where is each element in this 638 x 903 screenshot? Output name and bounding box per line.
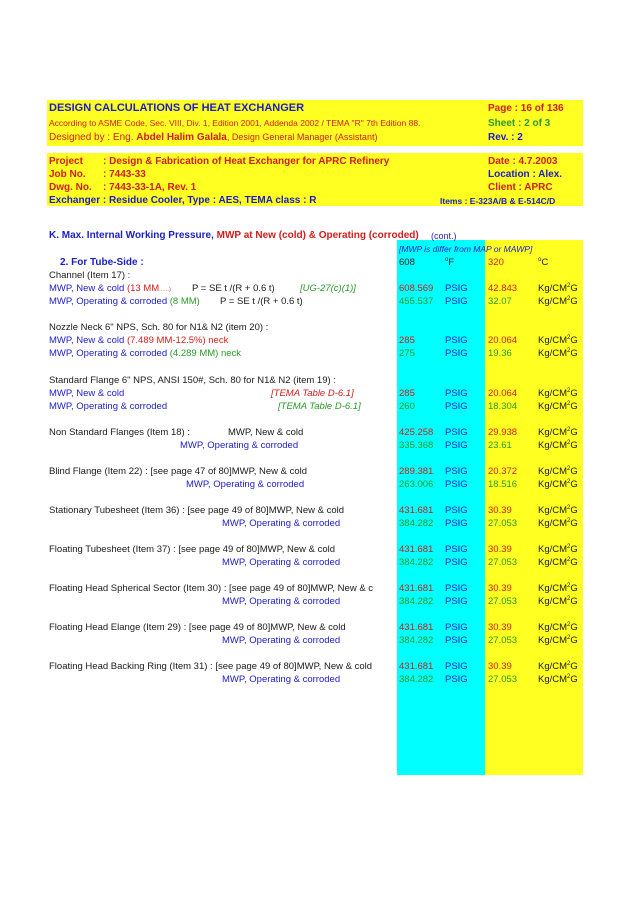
row-op-label: MWP, Operating & corroded (222, 596, 341, 607)
kg-unit-sup: 2 (567, 556, 571, 563)
kg-unit-sup: 2 (567, 543, 571, 550)
std-flange-ref-1: [TEMA Table D-6.1] (271, 388, 354, 399)
channel-label: Channel (Item 17) : (49, 270, 131, 281)
kg-unit-g: G (570, 635, 578, 646)
row-new-kg: 30.39 (488, 505, 512, 516)
kg-unit-a: Kg/CM (538, 401, 568, 412)
psig-unit: PSIG (445, 518, 468, 529)
row-new-kg: 30.39 (488, 583, 512, 594)
kg-unit-g: G (570, 348, 578, 359)
kg-unit (538, 427, 578, 438)
row-new-psig: 431.681 (399, 544, 434, 555)
psig-unit: PSIG (445, 296, 468, 307)
row-op-label: MWP, Operating & corroded (222, 635, 341, 646)
std-flange-new: MWP, New & cold (49, 388, 125, 399)
row-op-label: MWP, Operating & corroded (180, 440, 299, 451)
kg-unit-sup: 2 (567, 334, 571, 341)
kg-unit-a: Kg/CM (538, 674, 568, 685)
kg-unit (538, 348, 578, 359)
date: Date : 4.7.2003 (488, 156, 558, 167)
row-op-label: MWP, Operating & corroded (222, 674, 341, 685)
kg-unit-a: Kg/CM (538, 479, 568, 490)
channel-op-kg: 32.07 (488, 296, 512, 307)
kg-unit-a: Kg/CM (538, 440, 568, 451)
kg-unit (538, 296, 578, 307)
kg-unit (538, 479, 578, 490)
client: Client : APRC (488, 182, 553, 193)
kg-unit (538, 674, 578, 685)
psig-unit: PSIG (445, 388, 468, 399)
header-unit-f: $^o$F (445, 256, 455, 268)
kg-unit (538, 440, 578, 451)
kg-unit-g: G (570, 661, 578, 672)
header-temp-f (399, 257, 415, 268)
mwp-note: [MWP is differ from MAP or MAWP] (399, 244, 533, 254)
kg-unit-sup: 2 (567, 660, 571, 667)
row-label (49, 544, 335, 555)
row-new-kg: 30.39 (488, 622, 512, 633)
psig-unit: PSIG (445, 635, 468, 646)
designed-prefix: Designed by : Eng. (49, 132, 137, 143)
designed-by (49, 132, 377, 143)
kg-unit-sup: 2 (567, 439, 571, 446)
code-reference: According to ASME Code, Sec. VIII, Div. 1, Edition 2001, Addenda 2002 / TEMA "R" 7th Edition 88. (49, 118, 421, 128)
channel-new-kg: 42.843 (488, 283, 518, 294)
psig-unit: PSIG (445, 401, 468, 412)
row-new-psig: 431.681 (399, 661, 434, 672)
kg-unit-sup: 2 (567, 387, 571, 394)
row-new-label: MWP, New & cold (270, 622, 346, 633)
dwg-value: : 7443-33-1A, Rev. 1 (103, 182, 197, 193)
kg-unit (538, 505, 578, 516)
row-op-kg: 27.053 (488, 674, 518, 685)
row-new-label: MWP, New & cold (268, 505, 345, 516)
kg-unit-a: Kg/CM (538, 466, 568, 477)
kg-unit-a: Kg/CM (538, 427, 568, 438)
psig-unit: PSIG (445, 479, 468, 490)
row-label (49, 466, 307, 477)
kg-unit-g: G (570, 596, 578, 607)
nozzle-new-b: (7.489 MM-12.5%) neck (126, 335, 229, 346)
std-flange-op-kg: 18.304 (488, 401, 518, 412)
kg-unit-sup: 2 (567, 478, 571, 485)
kg-unit (538, 388, 578, 399)
row-new-kg: 30.39 (488, 544, 512, 555)
sheet-number: Sheet : 2 of 3 (488, 118, 551, 129)
row-op-kg: 27.053 (488, 635, 518, 646)
channel-op-label (49, 296, 200, 307)
kg-unit (538, 583, 578, 594)
row-label-text: Floating Tubesheet (Item 37) : [see page 49 of 80] (49, 544, 260, 555)
kg-unit-g: G (570, 335, 578, 346)
kg-unit-a: Kg/CM (538, 335, 568, 346)
kg-unit (538, 335, 578, 346)
row-new-psig: 431.681 (399, 622, 434, 633)
kg-unit-g: G (570, 401, 578, 412)
std-flange-new-kg: 20.064 (488, 388, 518, 399)
subtitle-tube-side: 2. For Tube-Side : (60, 257, 144, 268)
kg-unit (538, 596, 578, 607)
dwg-label: Dwg. No. (49, 182, 92, 193)
nozzle-op-kg: 19.36 (488, 348, 512, 359)
kg-unit-g: G (570, 518, 578, 529)
psig-unit: PSIG (445, 466, 468, 477)
row-op-psig: 384.282 (399, 635, 434, 646)
kg-unit-a: Kg/CM (538, 583, 568, 594)
project-label: Project (49, 156, 83, 167)
row-label-text: Stationary Tubesheet (Item 36) : [see page 49 of 80] (49, 505, 269, 516)
row-new-label: MWP, New & cold (231, 466, 308, 477)
kg-unit-g: G (570, 283, 578, 294)
kg-unit-a: Kg/CM (538, 557, 568, 568)
row-op-kg: 23.61 (488, 440, 512, 451)
psig-unit: PSIG (445, 557, 468, 568)
nozzle-new-psig: 285 (399, 335, 415, 346)
row-new-label: MWP, New & cold (259, 544, 336, 555)
kg-unit (538, 635, 578, 646)
row-new-psig: 289.381 (399, 466, 434, 477)
location: Location : Alex. (488, 169, 563, 180)
channel-formula-2: P = SE t /(R + 0.6 t) (220, 296, 303, 307)
channel-new-a: MWP, New & cold (49, 283, 127, 294)
channel-new-label (49, 283, 171, 294)
std-flange-new-psig: 285 (399, 388, 415, 399)
kg-unit-sup: 2 (567, 465, 571, 472)
std-flange-op-psig: 260 (399, 401, 415, 412)
row-op-psig: 263.006 (399, 479, 434, 490)
kg-unit-g: G (570, 544, 578, 555)
psig-unit: PSIG (445, 283, 468, 294)
kg-unit-a: Kg/CM (538, 348, 568, 359)
row-new-label: MWP, New & cold (296, 661, 373, 672)
cont-label: (cont.) (431, 231, 457, 241)
row-new-label: MWP, New & cold (228, 427, 304, 438)
row-op-kg: 27.053 (488, 557, 518, 568)
row-op-psig: 384.282 (399, 557, 434, 568)
kg-unit (538, 401, 578, 412)
job-label: Job No. (49, 169, 86, 180)
kg-unit-sup: 2 (567, 400, 571, 407)
std-flange-label: Standard Flange 6" NPS, ANSI 150#, Sch. 80 for N1& N2 (item 19) : (49, 375, 336, 386)
row-new-kg: 20.372 (488, 466, 518, 477)
row-op-psig: 384.282 (399, 596, 434, 607)
kg-unit-g: G (570, 466, 578, 477)
psig-unit: PSIG (445, 674, 468, 685)
nozzle-new-a: MWP, New & cold (49, 335, 127, 346)
row-op-psig: 384.282 (399, 518, 434, 529)
nozzle-label: Nozzle Neck 6" NPS, Sch. 80 for N1& N2 (item 20) : (49, 322, 269, 333)
kg-unit-a: Kg/CM (538, 505, 568, 516)
kg-unit-g: G (570, 296, 578, 307)
kg-unit-a: Kg/CM (538, 544, 568, 555)
kg-unit (538, 466, 578, 477)
nozzle-op-label (49, 348, 241, 359)
row-label (49, 583, 397, 594)
kg-unit-a: Kg/CM (538, 518, 568, 529)
kg-unit (538, 283, 578, 294)
row-new-label: MWP, New & c (310, 583, 374, 594)
kg-unit-a: Kg/CM (538, 661, 568, 672)
kg-unit-sup: 2 (567, 295, 571, 302)
psig-unit: PSIG (445, 544, 468, 555)
row-label-text: Floating Head Spherical Sector (Item 30) : [see page 49 of 80] (49, 583, 311, 594)
kg-unit-sup: 2 (567, 504, 571, 511)
row-new-psig: 425.258 (399, 427, 434, 438)
header-unit-c: $^o$C (538, 256, 549, 268)
revision: Rev. : 2 (488, 132, 523, 143)
nozzle-op-psig: 275 (399, 348, 415, 359)
kg-unit-a: Kg/CM (538, 635, 568, 646)
row-label-text: Floating Head Elange (Item 29) : [see page 49 of 80] (49, 622, 271, 633)
section-title (49, 230, 419, 241)
kg-unit-sup: 2 (567, 595, 571, 602)
designer-role: , Design General Manager (Assistant) (226, 132, 378, 142)
psig-unit: PSIG (445, 505, 468, 516)
kg-unit (538, 557, 578, 568)
page-number: Page : 16 of 136 (488, 103, 564, 114)
designer-name: Abdel Halim Galala (136, 132, 227, 143)
row-new-psig: 431.681 (399, 505, 434, 516)
unit-c: C (541, 257, 549, 268)
channel-formula: P = SE t /(R + 0.6 t) (192, 283, 275, 294)
exchanger: Exchanger : Residue Cooler, Type : AES, TEMA class : R (49, 195, 317, 206)
channel-new-c: ……) (159, 287, 171, 293)
psig-unit: PSIG (445, 622, 468, 633)
channel-op-psig: 455.537 (399, 296, 434, 307)
psig-unit: PSIG (445, 440, 468, 451)
psig-unit: PSIG (445, 661, 468, 672)
std-flange-op: MWP, Operating & corroded (49, 401, 168, 412)
row-op-psig: 335.368 (399, 440, 434, 451)
kg-unit-g: G (570, 388, 578, 399)
kg-unit-sup: 2 (567, 347, 571, 354)
kg-unit-g: G (570, 557, 578, 568)
kg-unit-sup: 2 (567, 282, 571, 289)
kg-unit-sup: 2 (567, 426, 571, 433)
kg-unit (538, 661, 578, 672)
row-op-kg: 27.053 (488, 518, 518, 529)
section-title-a: K. Max. Internal Working Pressure, (49, 230, 217, 241)
row-label (49, 505, 344, 516)
kg-unit-g: G (570, 583, 578, 594)
kg-unit (538, 518, 578, 529)
unit-f: F (448, 257, 455, 268)
kg-unit-sup: 2 (567, 673, 571, 680)
row-op-psig: 384.282 (399, 674, 434, 685)
kg-unit-a: Kg/CM (538, 622, 568, 633)
row-op-kg: 27.053 (488, 596, 518, 607)
job-value: : 7443-33 (103, 169, 146, 180)
kg-unit-g: G (570, 622, 578, 633)
psig-unit: PSIG (445, 583, 468, 594)
psig-unit: PSIG (445, 427, 468, 438)
kg-unit-sup: 2 (567, 634, 571, 641)
nozzle-op-a: MWP, Operating & corroded (49, 348, 170, 359)
row-op-label: MWP, Operating & corroded (222, 557, 341, 568)
row-op-kg: 18.516 (488, 479, 518, 490)
header-temp-c: 320 (488, 257, 504, 268)
psig-unit: PSIG (445, 596, 468, 607)
row-new-kg: 30.39 (488, 661, 512, 672)
kg-unit-sup: 2 (567, 621, 571, 628)
channel-new-b: (13 MM (126, 283, 160, 294)
channel-ref: [UG-27(c)(1)] (300, 283, 356, 294)
row-op-label: MWP, Operating & corroded (186, 479, 305, 490)
nozzle-op-b: (4.289 MM) neck (169, 348, 242, 359)
nozzle-new-label (49, 335, 228, 346)
project-value: : Design & Fabrication of Heat Exchanger for APRC Refinery (103, 156, 390, 167)
kg-unit (538, 544, 578, 555)
row-label (49, 622, 346, 633)
kg-unit-a: Kg/CM (538, 283, 568, 294)
channel-new-psig: 608.569 (399, 283, 434, 294)
kg-unit-a: Kg/CM (538, 596, 568, 607)
row-label-text: Blind Flange (Item 22) : [see page 47 of 80] (49, 466, 232, 477)
kg-unit-sup: 2 (567, 517, 571, 524)
channel-op-b: (8 MM) (169, 296, 200, 307)
document-title: DESIGN CALCULATIONS OF HEAT EXCHANGER (49, 102, 305, 114)
kg-unit-sup: 2 (567, 582, 571, 589)
row-label (49, 661, 397, 672)
temp-f-value: 608 (399, 257, 415, 268)
psig-unit: PSIG (445, 348, 468, 359)
kg-unit-g: G (570, 505, 578, 516)
kg-unit-g: G (570, 674, 578, 685)
kg-unit (538, 622, 578, 633)
kg-unit-a: Kg/CM (538, 388, 568, 399)
row-new-kg: 29.938 (488, 427, 518, 438)
kg-unit-g: G (570, 427, 578, 438)
row-label-text: Floating Head Backing Ring (Item 31) : [see page 49 of 80] (49, 661, 297, 672)
items: Items : E-323A/B & E-514C/D (440, 196, 556, 206)
kg-unit-g: G (570, 440, 578, 451)
kg-unit-a: Kg/CM (538, 296, 568, 307)
nozzle-new-kg: 20.064 (488, 335, 518, 346)
row-new-psig: 431.681 (399, 583, 434, 594)
row-op-label: MWP, Operating & corroded (222, 518, 341, 529)
row-label: Non Standard Flanges (Item 18) : (49, 427, 190, 438)
kg-unit-g: G (570, 479, 578, 490)
std-flange-ref-2: [TEMA Table D-6.1] (278, 401, 361, 412)
section-title-b: MWP at New (cold) & Operating (corroded) (216, 230, 419, 241)
channel-op-a: MWP, Operating & corroded (49, 296, 170, 307)
psig-unit: PSIG (445, 335, 468, 346)
